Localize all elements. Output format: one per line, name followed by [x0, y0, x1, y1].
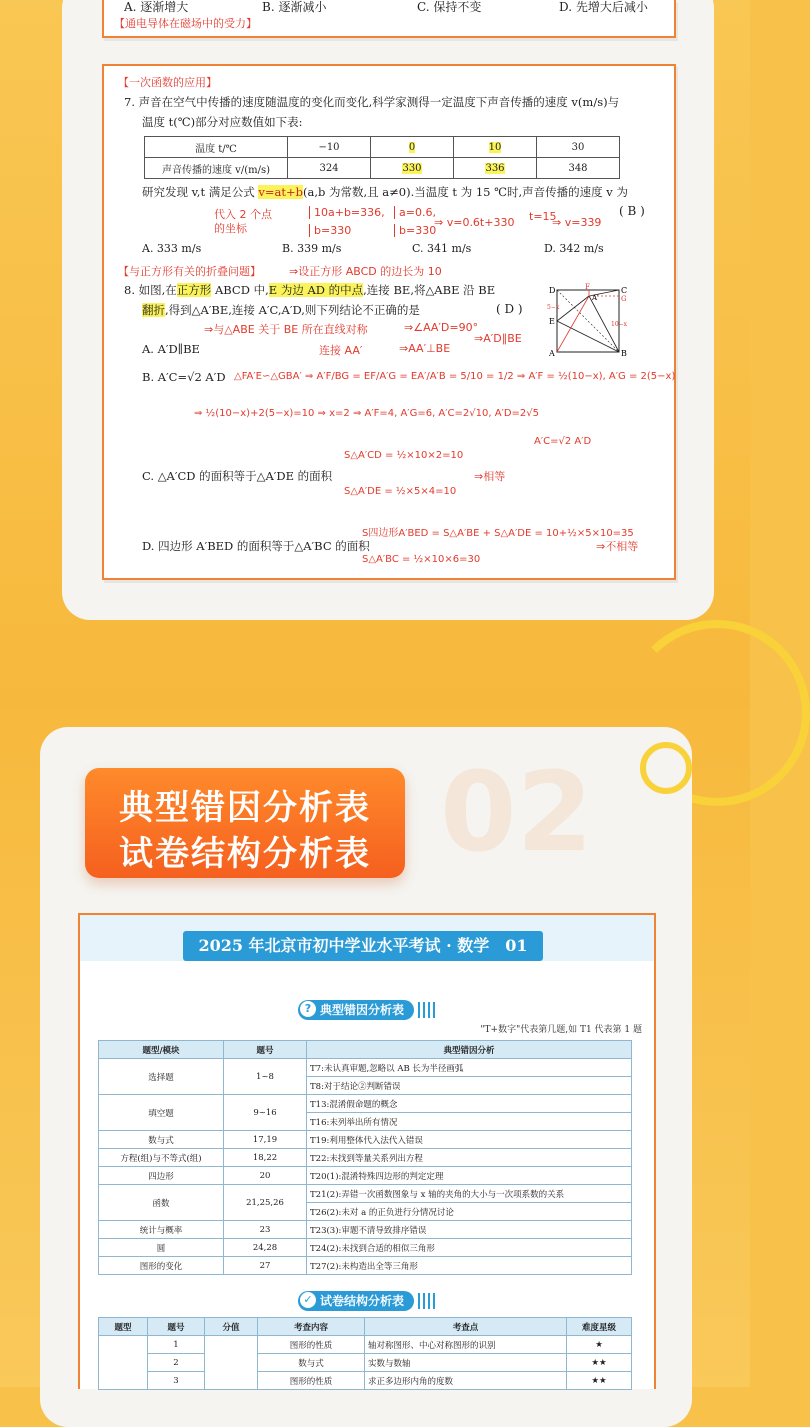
- q8-option-d-work2: S△A′BC = ½×10×6=30: [362, 554, 481, 565]
- t1-cell: T24(2):未找到合适的相似三角形: [307, 1239, 632, 1257]
- exam-analysis-page: [78, 913, 656, 1389]
- q7-work-eq1: 10a+b=336,: [309, 206, 385, 219]
- t1-cell: T22:未找到等量关系列出方程: [307, 1149, 632, 1167]
- stripe-deco: [418, 1002, 438, 1018]
- q8-stem-line2: [142, 302, 420, 318]
- q7-work-b: b=330: [394, 224, 436, 237]
- q8-option-d-result: ⇒不相等: [596, 540, 639, 553]
- t1-cell: T16:未列举出所有情况: [307, 1113, 632, 1131]
- q8-topic-tag: 【与正方形有关的折叠问题】: [118, 265, 261, 278]
- t1-cell: 20: [224, 1167, 307, 1185]
- q8-option-c: C. △A′CD 的面积等于△A′DE 的面积: [142, 469, 333, 483]
- q7-row2-label: 声音传播的速度 v/(m/s): [145, 158, 288, 179]
- fig-label: B: [621, 349, 627, 358]
- fig-label: F: [585, 283, 590, 291]
- q8-note-parallel: ⇒A′D∥BE: [474, 332, 522, 345]
- q8-note-perp: ⇒AA′⊥BE: [399, 342, 451, 355]
- fig-label: G: [621, 295, 627, 303]
- q7-option-d: D. 342 m/s: [544, 242, 604, 255]
- structure-analysis-title: 试卷结构分析表: [320, 1294, 405, 1308]
- t1-cell: 选择题: [99, 1059, 224, 1095]
- q7-cell: 330: [402, 162, 422, 174]
- t1-cell: T8:对于结论②判断错误: [307, 1077, 632, 1095]
- t1-cell: T13:混淆假命题的概念: [307, 1095, 632, 1113]
- q7-row1-label: 温度 t/℃: [145, 137, 288, 158]
- table-row: [99, 1149, 632, 1167]
- structure-analysis-table: [98, 1317, 632, 1390]
- table-row: [99, 1221, 632, 1239]
- t1-cell: T27(2):未构造出全等三角形: [307, 1257, 632, 1275]
- feature-banner: [85, 768, 405, 878]
- decorative-ring-small: [640, 742, 692, 794]
- q6-option-a: A. 逐渐增大: [124, 0, 189, 14]
- q7-cell: 336: [485, 162, 505, 174]
- q7-cell: 0: [408, 141, 416, 153]
- t2-cell: 实数与数轴: [365, 1354, 567, 1372]
- question6-tail: [102, 0, 676, 38]
- t2-header: 分值: [205, 1318, 258, 1336]
- t1-cell: T19:利用整体代入法代入错误: [307, 1131, 632, 1149]
- q6-option-d: D. 先增大后减小: [559, 0, 648, 14]
- q7-work-eq2: b=330: [309, 224, 351, 237]
- table-row: [99, 1239, 632, 1257]
- t2-cell: 数与式: [258, 1354, 365, 1372]
- t1-cell: T26(2):未对 a 的正负进行分情况讨论: [307, 1203, 632, 1221]
- section-number-deco: 02: [440, 748, 594, 876]
- t1-cell: 圆: [99, 1239, 224, 1257]
- q7-stem-line2: 温度 t(℃)部分对应数值如下表:: [142, 115, 303, 129]
- table-row: [99, 1372, 632, 1390]
- table-row: [99, 1336, 632, 1354]
- q6-topic-note: 【通电导体在磁场中的受力】: [114, 17, 257, 30]
- t1-cell: 27: [224, 1257, 307, 1275]
- q7-work-result: ⇒ v=339: [552, 216, 602, 229]
- section-badge-icon: ?: [300, 1001, 316, 1017]
- q7-cell: 30: [537, 137, 620, 158]
- t1-cell: T23(3):审题不清导致排序错误: [307, 1221, 632, 1239]
- t2-cell: 图形的性质: [258, 1336, 365, 1354]
- q7-option-c: C. 341 m/s: [412, 242, 472, 255]
- q8-option-c-work2: S△A′DE = ½×5×4=10: [344, 486, 457, 497]
- q7-cell: 348: [537, 158, 620, 179]
- q8-tag-note: ⇒设正方形 ABCD 的边长为 10: [289, 265, 442, 278]
- q8-option-c-result: ⇒相等: [474, 470, 506, 483]
- q8-option-a: A. A′D∥BE: [142, 342, 200, 356]
- q8-square-figure: [549, 284, 629, 356]
- q7-note-substitute: 代入 2 个点: [214, 208, 272, 221]
- table-row: [99, 1354, 632, 1372]
- table-row: [99, 1059, 632, 1077]
- stripe-deco: [418, 1293, 438, 1309]
- t1-cell: 23: [224, 1221, 307, 1239]
- table-row: [99, 1257, 632, 1275]
- q7-answer: ( B ): [619, 204, 645, 218]
- q8-highlight-square: 正方形: [176, 283, 212, 297]
- t2-header: 难度星级: [567, 1318, 632, 1336]
- q8-highlight-fold: 翻折: [142, 303, 165, 317]
- t2-cell: ★: [567, 1336, 632, 1354]
- section-badge-icon: ✓: [300, 1292, 316, 1308]
- banner-line1: 典型错因分析表: [119, 788, 371, 828]
- table-row: [99, 1167, 632, 1185]
- fig-label: A′: [592, 294, 599, 302]
- q7-work-a: a=0.6,: [394, 206, 436, 219]
- q8-note-connect: 连接 AA′: [319, 344, 363, 357]
- q8-option-c-work1: S△A′CD = ½×10×2=10: [344, 450, 464, 461]
- q7-stem3-b: (a,b 为常数,且 a≠0).当温度 t 为 15 ℃时,声音传播的速度 v 为: [302, 185, 628, 199]
- fig-label: A: [549, 349, 555, 358]
- table-row: [99, 1185, 632, 1203]
- q8-stem-c: ,连接 BE,将△ABE 沿 BE: [363, 283, 496, 297]
- q7-cell: 10: [488, 141, 502, 153]
- t2-header: 题号: [148, 1318, 205, 1336]
- q7-stem-line3: [142, 184, 628, 200]
- q7-work-formula: ⇒ v=0.6t+330: [434, 216, 515, 229]
- t1-cell: 图形的变化: [99, 1257, 224, 1275]
- t1-cell: T7:未认真审题,忽略以 AB 长为半径画弧: [307, 1059, 632, 1077]
- q8-answer: ( D ): [496, 302, 523, 316]
- error-analysis-tag: [298, 1000, 414, 1020]
- q7-work-t: t=15: [529, 210, 557, 223]
- q7-stem3-a: 研究发现 v,t 满足公式: [142, 185, 259, 199]
- t1-cell: 数与式: [99, 1131, 224, 1149]
- fig-label: C: [621, 286, 628, 295]
- q7-topic-tag: 【一次函数的应用】: [118, 76, 217, 89]
- q7-note-coords: 的坐标: [214, 222, 247, 235]
- t2-header: 考查内容: [258, 1318, 365, 1336]
- q8-highlight-midpoint: E 为边 AD 的中点: [268, 283, 364, 297]
- t2-cell: 图形的性质: [258, 1372, 365, 1390]
- t1-cell: 17,19: [224, 1131, 307, 1149]
- t1-header: 典型错因分析: [307, 1041, 632, 1059]
- t1-cell: 方程(组)与不等式(组): [99, 1149, 224, 1167]
- q7-option-a: A. 333 m/s: [142, 242, 202, 255]
- error-analysis-title: 典型错因分析表: [320, 1003, 405, 1017]
- q8-stem-d: ,得到△A′BE,连接 A′C,A′D,则下列结论不正确的是: [165, 303, 420, 317]
- q7-stem-line1: 7. 声音在空气中传播的速度随温度的变化而变化,科学家测得一定温度下声音传播的速度 v(m/s)与: [124, 95, 620, 109]
- question-paper: [102, 64, 676, 580]
- t1-cell: 填空题: [99, 1095, 224, 1131]
- q6-option-c: C. 保持不变: [417, 0, 482, 14]
- t2-header: 题型: [99, 1318, 148, 1336]
- q7-cell: −10: [288, 137, 371, 158]
- t1-cell: 9~16: [224, 1095, 307, 1131]
- q8-note-angle: ⇒∠AA′D=90°: [404, 321, 479, 334]
- t1-header: 题型/模块: [99, 1041, 224, 1059]
- t2-cell: ★★: [567, 1372, 632, 1390]
- error-table-legend: "T+数字"代表第几题,如 T1 代表第 1 题: [480, 1025, 642, 1035]
- t2-cell: 1: [148, 1336, 205, 1354]
- fig-label: E: [549, 317, 555, 326]
- q8-option-d: D. 四边形 A′BED 的面积等于△A′BC 的面积: [142, 539, 370, 553]
- q8-stem-b: ABCD 中,: [211, 283, 269, 297]
- q8-option-b-work: △FA′E∽△GBA′ ⇒ A′F/BG = EF/A′G = EA′/A′B = 5/10 = 1/2 ⇒ A′F = ½(10−x), A′G = 2(5−x): [234, 371, 676, 382]
- fig-label: D: [549, 286, 556, 295]
- t1-cell: 1~8: [224, 1059, 307, 1095]
- t2-header: 考查点: [365, 1318, 567, 1336]
- q6-option-b: B. 逐渐减小: [262, 0, 327, 14]
- t2-cell: 3: [148, 1372, 205, 1390]
- t1-cell: 函数: [99, 1185, 224, 1221]
- q8-option-b: B. A′C=√2 A′D: [142, 370, 226, 384]
- t1-cell: 21,25,26: [224, 1185, 307, 1221]
- fig-label: 5−x: [547, 304, 560, 311]
- t1-cell: 18,22: [224, 1149, 307, 1167]
- q8-option-d-work1: S四边形A′BED = S△A′BE + S△A′DE = 10+½×5×10=35: [362, 528, 634, 539]
- banner-line2: 试卷结构分析表: [119, 834, 371, 874]
- t2-cell: [205, 1336, 258, 1390]
- t2-cell: 2: [148, 1354, 205, 1372]
- error-analysis-table: [98, 1040, 632, 1275]
- q8-option-b-work3: A′C=√2 A′D: [534, 436, 592, 447]
- q8-note-symmetric: ⇒与△ABE 关于 BE 所在直线对称: [204, 323, 368, 336]
- table-row: [99, 1131, 632, 1149]
- t1-cell: T20(1):混淆特殊四边形的判定定理: [307, 1167, 632, 1185]
- t2-cell: 求正多边形内角的度数: [365, 1372, 567, 1390]
- q8-option-b-work2: ⇒ ½(10−x)+2(5−x)=10 ⇒ x=2 ⇒ A′F=4, A′G=6, A′C=2√10, A′D=2√5: [194, 408, 540, 419]
- q7-data-table: [144, 136, 620, 179]
- table-row: [99, 1095, 632, 1113]
- t1-header: 题号: [224, 1041, 307, 1059]
- t2-cell: [99, 1336, 148, 1390]
- q8-stem-line1: [124, 282, 495, 298]
- t1-cell: 四边形: [99, 1167, 224, 1185]
- t1-cell: 24,28: [224, 1239, 307, 1257]
- structure-analysis-tag: [298, 1291, 414, 1311]
- q7-cell: 324: [288, 158, 371, 179]
- t2-cell: 轴对称图形、中心对称图形的识别: [365, 1336, 567, 1354]
- q8-stem-a: 8. 如图,在: [124, 283, 177, 297]
- q7-formula: v=at+b: [258, 185, 303, 199]
- t1-cell: 统计与概率: [99, 1221, 224, 1239]
- t1-cell: T21(2):弄错一次函数图象与 x 轴的夹角的大小与一次项系数的关系: [307, 1185, 632, 1203]
- t2-cell: ★★: [567, 1354, 632, 1372]
- fig-label: 10−x: [611, 321, 628, 328]
- q7-option-b: B. 339 m/s: [282, 242, 342, 255]
- exam-title: 2025 年北京市初中学业水平考试 · 数学 01: [183, 931, 543, 961]
